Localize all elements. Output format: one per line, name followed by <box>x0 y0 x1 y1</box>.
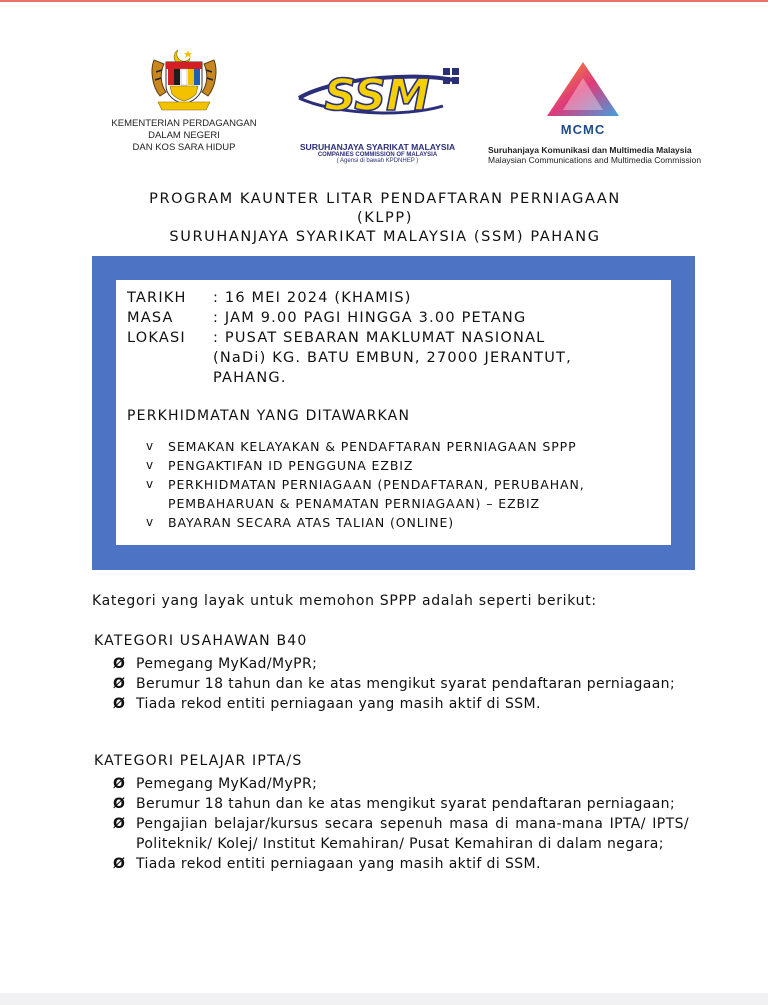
service-item <box>146 513 585 532</box>
list-item-text: Berumur 18 tahun dan ke atas mengikut syarat pendaftaran perniagaan; <box>136 676 676 692</box>
title-line1: PROGRAM KAUNTER LITAR PENDAFTARAN PERNIAGAAN <box>149 191 621 207</box>
service-item-continuation <box>146 494 585 513</box>
services-title: PERKHIDMATAN YANG DITAWARKAN <box>127 408 411 424</box>
location-label: LOKASI <box>127 330 186 346</box>
list-item <box>113 694 689 714</box>
list-item-text: Pemegang MyKad/MyPR; <box>136 776 318 792</box>
ssm-name-english: COMPANIES COMMISSION OF MALAYSIA <box>317 152 438 158</box>
service-item <box>146 437 585 456</box>
kpdn-name-line2: DAN KOS SARA HIDUP <box>132 142 236 153</box>
checkmark-icon: v <box>146 458 155 472</box>
bullet-icon: Ø <box>113 656 126 672</box>
top-border <box>0 0 768 2</box>
mcmc-name-english: Malaysian Communications and Multimedia Commission <box>488 155 702 165</box>
list-item <box>113 794 689 814</box>
time-value: : JAM 9.00 PAGI HINGGA 3.00 PETANG <box>213 310 527 326</box>
coat-of-arms-icon <box>148 46 220 112</box>
list-item <box>113 854 689 874</box>
time-label: MASA <box>127 310 174 326</box>
ssm-mark-icon <box>293 60 463 134</box>
category-title-b40: KATEGORI USAHAWAN B40 <box>94 633 308 649</box>
list-item-text: Berumur 18 tahun dan ke atas mengikut syarat pendaftaran perniagaan; <box>136 796 676 812</box>
location-value-line1: : PUSAT SEBARAN MAKLUMAT NASIONAL <box>213 330 546 346</box>
service-item <box>146 456 585 475</box>
date-value: : 16 MEI 2024 (KHAMIS) <box>213 290 412 306</box>
list-item <box>113 814 689 854</box>
mcmc-name-malay: Suruhanjaya Komunikasi dan Multimedia Malaysia <box>488 145 692 155</box>
event-details <box>127 288 572 388</box>
page-title <box>90 190 680 247</box>
bullet-icon: Ø <box>113 796 126 812</box>
category-list-student <box>113 774 689 874</box>
bullet-icon: Ø <box>113 856 126 872</box>
kpdn-name-line1: KEMENTERIAN PERDAGANGAN DALAM NEGERI <box>111 118 257 141</box>
ssm-mark: SSM <box>323 70 430 121</box>
service-text: PERKHIDMATAN PERNIAGAAN (PENDAFTARAN, PERUBAHAN, <box>168 477 585 492</box>
mcmc-triangle-icon <box>543 60 623 118</box>
bullet-icon: Ø <box>113 696 126 712</box>
bullet-icon: Ø <box>113 816 126 832</box>
category-title-student: KATEGORI PELAJAR IPTA/S <box>94 753 303 769</box>
ssm-name-malay: SURUHANJAYA SYARIKAT MALAYSIA <box>299 142 456 152</box>
location-value-line2: (NaDi) KG. BATU EMBUN, 27000 JERANTUT, <box>213 350 572 366</box>
bottom-band <box>0 993 768 1005</box>
service-text: SEMAKAN KELAYAKAN & PENDAFTARAN PERNIAGAAN SPPP <box>168 439 577 454</box>
checkmark-icon: v <box>146 439 155 453</box>
list-item-text: Pemegang MyKad/MyPR; <box>136 656 318 672</box>
list-item-text: Tiada rekod entiti perniagaan yang masih aktif di SSM. <box>136 856 541 872</box>
service-text: PENGAKTIFAN ID PENGGUNA EZBIZ <box>168 458 414 473</box>
checkmark-icon: v <box>146 515 155 529</box>
ssm-agency-note: ( Agensi di bawah KPDNHEP ) <box>336 158 419 164</box>
category-list-b40 <box>113 654 689 714</box>
mcmc-mark: MCMC <box>560 122 606 137</box>
title-line3: SURUHANJAYA SYARIKAT MALAYSIA (SSM) PAHANG <box>169 229 601 245</box>
service-text: PEMBAHARUAN & PENAMATAN PERNIAGAAN) – EZBIZ <box>168 496 541 511</box>
list-item-text: Tiada rekod entiti perniagaan yang masih aktif di SSM. <box>136 696 541 712</box>
services-list <box>146 437 585 532</box>
mcmc-logo <box>488 60 702 170</box>
bullet-icon: Ø <box>113 676 126 692</box>
bullet-icon: Ø <box>113 776 126 792</box>
list-item <box>113 654 689 674</box>
list-item-text: Pengajian belajar/kursus secara sepenuh masa di mana-mana IPTA/ IPTS/ Politeknik/ Kolej/ Institut Kemahiran/ Pusat Kemahiran di dalam negara; <box>136 816 689 852</box>
title-line2: (KLPP) <box>357 210 413 226</box>
date-label: TARIKH <box>127 290 187 306</box>
eligibility-intro: Kategori yang layak untuk memohon SPPP adalah seperti berikut: <box>92 593 597 609</box>
service-text: BAYARAN SECARA ATAS TALIAN (ONLINE) <box>168 515 455 530</box>
checkmark-icon: v <box>146 477 155 491</box>
list-item <box>113 674 689 694</box>
service-item <box>146 475 585 494</box>
kpdn-logo <box>104 46 264 156</box>
location-value-line3: PAHANG. <box>213 370 287 386</box>
ssm-logo <box>290 60 465 170</box>
list-item <box>113 774 689 794</box>
